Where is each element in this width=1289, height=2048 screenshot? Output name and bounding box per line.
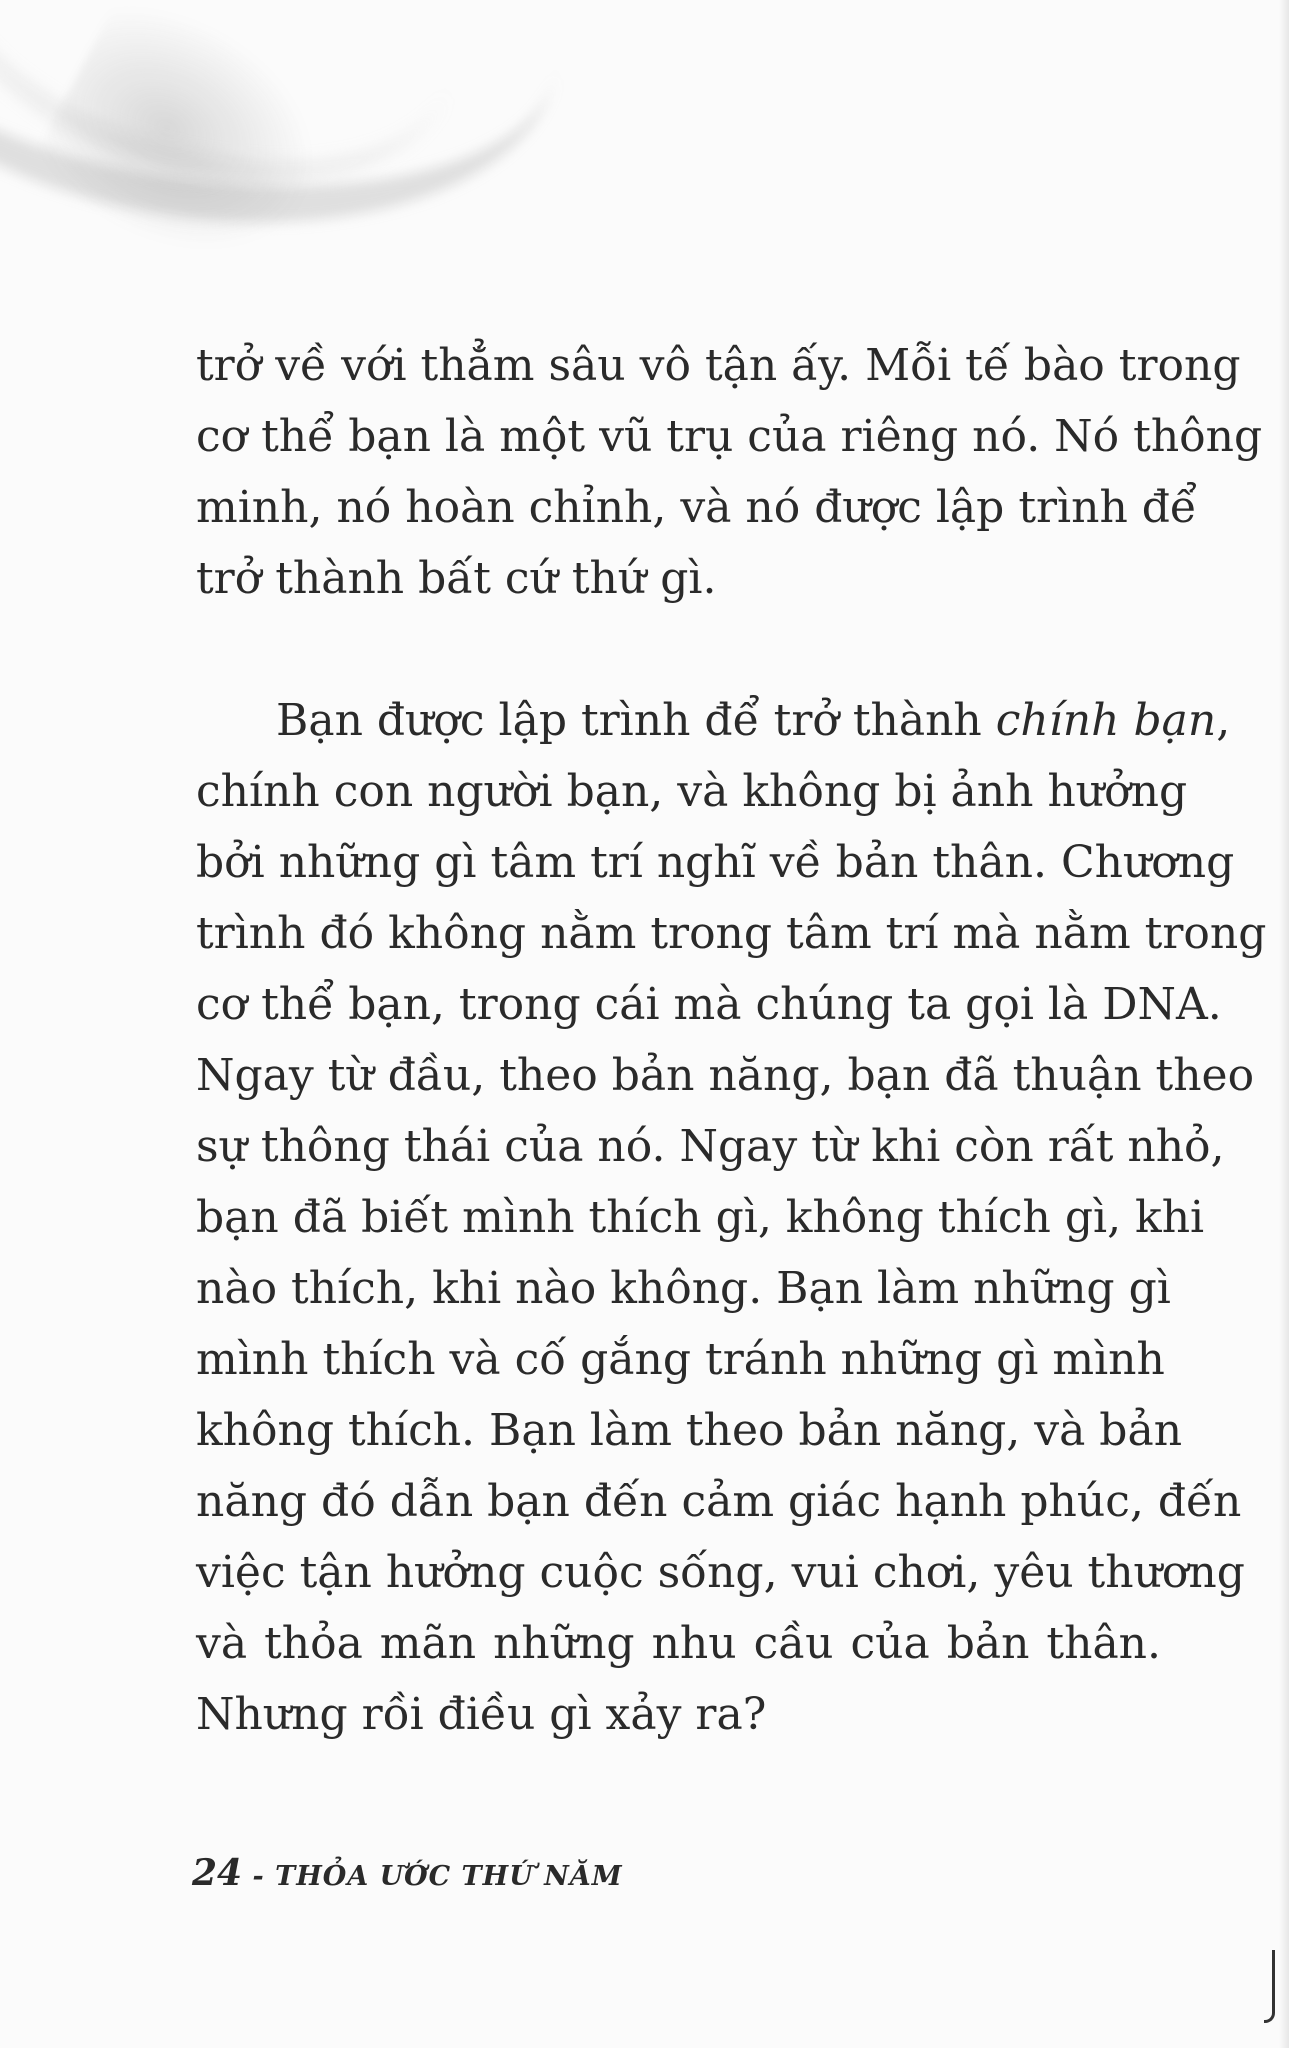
- text-line-prefix: Bạn được lập trình để trở thành: [276, 695, 996, 746]
- paragraph-2: [196, 685, 1267, 1750]
- page-number: 24: [192, 1852, 243, 1894]
- page-footer: [192, 1852, 623, 1894]
- text-line: nào thích, khi nào không. Bạn làm những gì: [196, 1263, 1171, 1314]
- page-edge-shadow: [1279, 0, 1289, 2048]
- text-line: trở thành bất cứ thứ gì.: [196, 553, 717, 604]
- paragraph-1: [196, 330, 1263, 614]
- text-line: việc tận hưởng cuộc sống, vui chơi, yêu thương: [196, 1547, 1245, 1598]
- text-line: cơ thể bạn là một vũ trụ của riêng nó. Nó thông: [196, 411, 1263, 462]
- text-line: sự thông thái của nó. Ngay từ khi còn rất nhỏ,: [196, 1121, 1225, 1172]
- text-line: không thích. Bạn làm theo bản năng, và bản: [196, 1405, 1183, 1456]
- text-line: trình đó không nằm trong tâm trí mà nằm trong: [196, 908, 1267, 959]
- text-line: [196, 685, 1231, 756]
- running-title: THỎA ƯỚC THỨ NĂM: [275, 1861, 623, 1892]
- text-line: chính con người bạn, và không bị ảnh hưởng: [196, 766, 1188, 817]
- paragraph-gap: [196, 614, 1161, 685]
- emphasis-text: chính bạn: [995, 695, 1217, 746]
- page-corner-mark: [1264, 1950, 1275, 2023]
- text-line: trở về với thẳm sâu vô tận ấy. Mỗi tế bào trong: [196, 340, 1241, 391]
- text-line: Ngay từ đầu, theo bản năng, bạn đã thuận theo: [196, 1050, 1255, 1101]
- text-line: năng đó dẫn bạn đến cảm giác hạnh phúc, đến: [196, 1476, 1242, 1527]
- footer-separator: -: [242, 1861, 276, 1892]
- text-line: bởi những gì tâm trí nghĩ về bản thân. Chương: [196, 837, 1235, 888]
- text-line: Nhưng rồi điều gì xảy ra?: [196, 1689, 767, 1740]
- text-line: mình thích và cố gắng tránh những gì mình: [196, 1334, 1165, 1385]
- text-line: bạn đã biết mình thích gì, không thích gì, khi: [196, 1192, 1205, 1243]
- text-line-suffix: ,: [1216, 695, 1231, 746]
- text-line: cơ thể bạn, trong cái mà chúng ta gọi là DNA.: [196, 979, 1222, 1030]
- body-text: [196, 330, 1267, 1750]
- corner-decoration: [0, 0, 700, 300]
- text-line: minh, nó hoàn chỉnh, và nó được lập trình để: [196, 482, 1197, 533]
- text-line: và thỏa mãn những nhu cầu của bản thân.: [196, 1618, 1161, 1669]
